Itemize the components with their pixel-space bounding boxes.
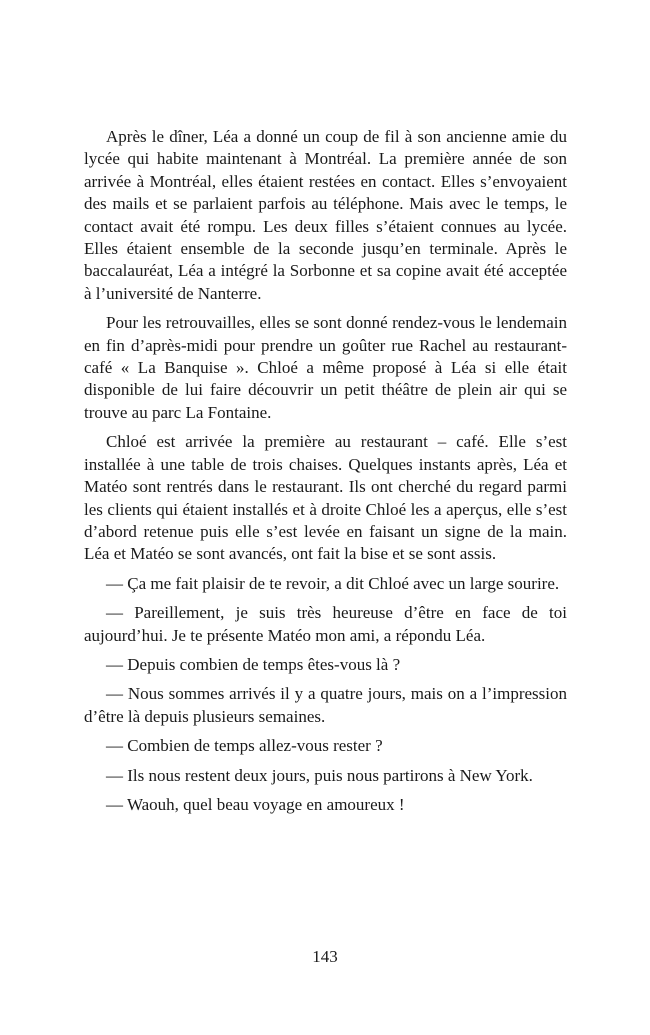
body-text — [84, 126, 567, 823]
dialogue-line-4: — Nous sommes arrivés il y a quatre jours, mais on a l’impression d’être là depuis plusieurs semaines. — [84, 684, 567, 726]
dialogue-line-7: — Waouh, quel beau voyage en amoureux ! — [106, 794, 405, 814]
dialogue-line-6: — Ils nous restent deux jours, puis nous partirons à New York. — [106, 765, 533, 785]
page-number: 143 — [312, 947, 338, 966]
dialogue-line-2: — Pareillement, je suis très heureuse d’être en face de toi aujourd’hui. Je te présente Matéo mon ami, a répondu Léa. — [84, 603, 567, 645]
dialogue-line-1: — Ça me fait plaisir de te revoir, a dit Chloé avec un large sourire. — [106, 573, 560, 593]
paragraph-2: Pour les retrouvailles, elles se sont donné rendez-vous le lendemain en fin d’après-midi pour prendre un goûter rue Rachel au restaurant-café « La Banquise ». Chloé a même proposé à Léa si elle était disponible de lui faire découvrir un petit théâtre de plein air qui se trouve au parc La Fontaine. — [84, 313, 567, 422]
dialogue-line-3: — Depuis combien de temps êtes-vous là ? — [106, 654, 401, 674]
dialogue-line-5: — Combien de temps allez-vous rester ? — [106, 736, 383, 756]
paragraph-1: Après le dîner, Léa a donné un coup de fil à son ancienne amie du lycée qui habite maintenant à Montréal. La première année de son arrivée à Montréal, elles étaient restées en contact. Elles s’envoyaient des mails et se parlaient parfois au téléphone. Mais avec le temps, le contact avait été rompu. Les deux filles s’étaient connues au lycée. Elles étaient ensemble de la seconde jusqu’en terminale. Après le baccalauréat, Léa a intégré la Sorbonne et sa copine avait été acceptée à l’université de Nanterre. — [84, 127, 567, 303]
paragraph-3: Chloé est arrivée la première au restaurant – café. Elle s’est installée à une table de trois chaises. Quelques instants après, Léa et Matéo sont rentrés dans le restaurant. Ils ont cherché du regard parmi les clients qui étaient installés et à droite Chloé les a aperçus, elle s’est d’abord retenue puis elle s’est levée en faisant un signe de la main. Léa et Matéo se sont avancés, ont fait la bise et se sont assis. — [84, 432, 567, 564]
